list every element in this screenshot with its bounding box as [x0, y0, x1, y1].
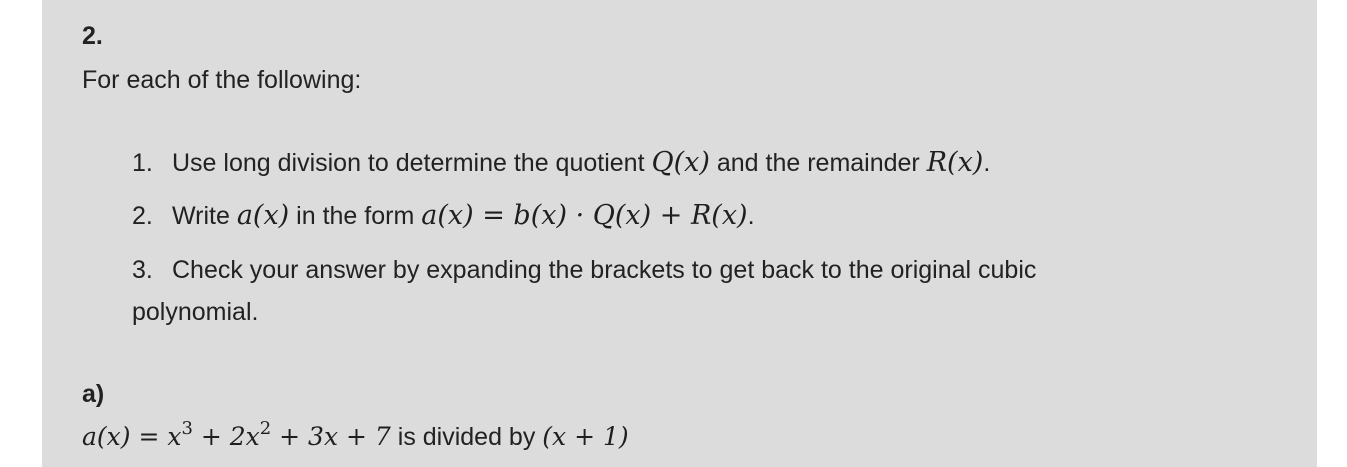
polynomial-math: a(x): [236, 200, 290, 231]
list-item-number: 2.: [132, 202, 153, 230]
list-item-number: 1.: [132, 149, 153, 177]
division-form-math: a(x) = b(x) · Q(x) + R(x): [421, 200, 748, 231]
list-item-text: .: [983, 149, 991, 177]
exponent-3: 3: [181, 418, 193, 439]
list-item-3-continuation: polynomial.: [132, 298, 259, 326]
divisor-math: (x + 1): [542, 422, 629, 451]
question-number: 2.: [82, 22, 103, 50]
question-intro: For each of the following:: [82, 66, 362, 94]
polynomial-lhs: a(x) = x: [82, 422, 182, 451]
remainder-math: R(x): [926, 147, 984, 178]
list-item-text: in the form: [289, 202, 422, 230]
polynomial-term: + 2x: [192, 422, 260, 451]
list-item-3: [132, 250, 1036, 290]
list-item-1: [132, 143, 990, 183]
list-item-text: Check your answer by expanding the brackets to get back to the original cubic: [172, 256, 1037, 284]
part-a-text: is divided by: [390, 423, 543, 451]
question-card: [42, 0, 1317, 467]
part-label: a): [82, 380, 105, 408]
list-item-2: [132, 196, 755, 236]
list-item-text: Write: [172, 202, 237, 230]
polynomial-term: + 3x + 7: [271, 422, 391, 451]
list-item-text: .: [747, 202, 755, 230]
list-item-text: and the remainder: [709, 149, 927, 177]
list-item-number: 3.: [132, 256, 153, 284]
part-a-statement: [82, 418, 629, 452]
quotient-math: Q(x): [651, 147, 710, 178]
exponent-2: 2: [259, 418, 272, 439]
list-item-text: Use long division to determine the quotient: [172, 149, 652, 177]
